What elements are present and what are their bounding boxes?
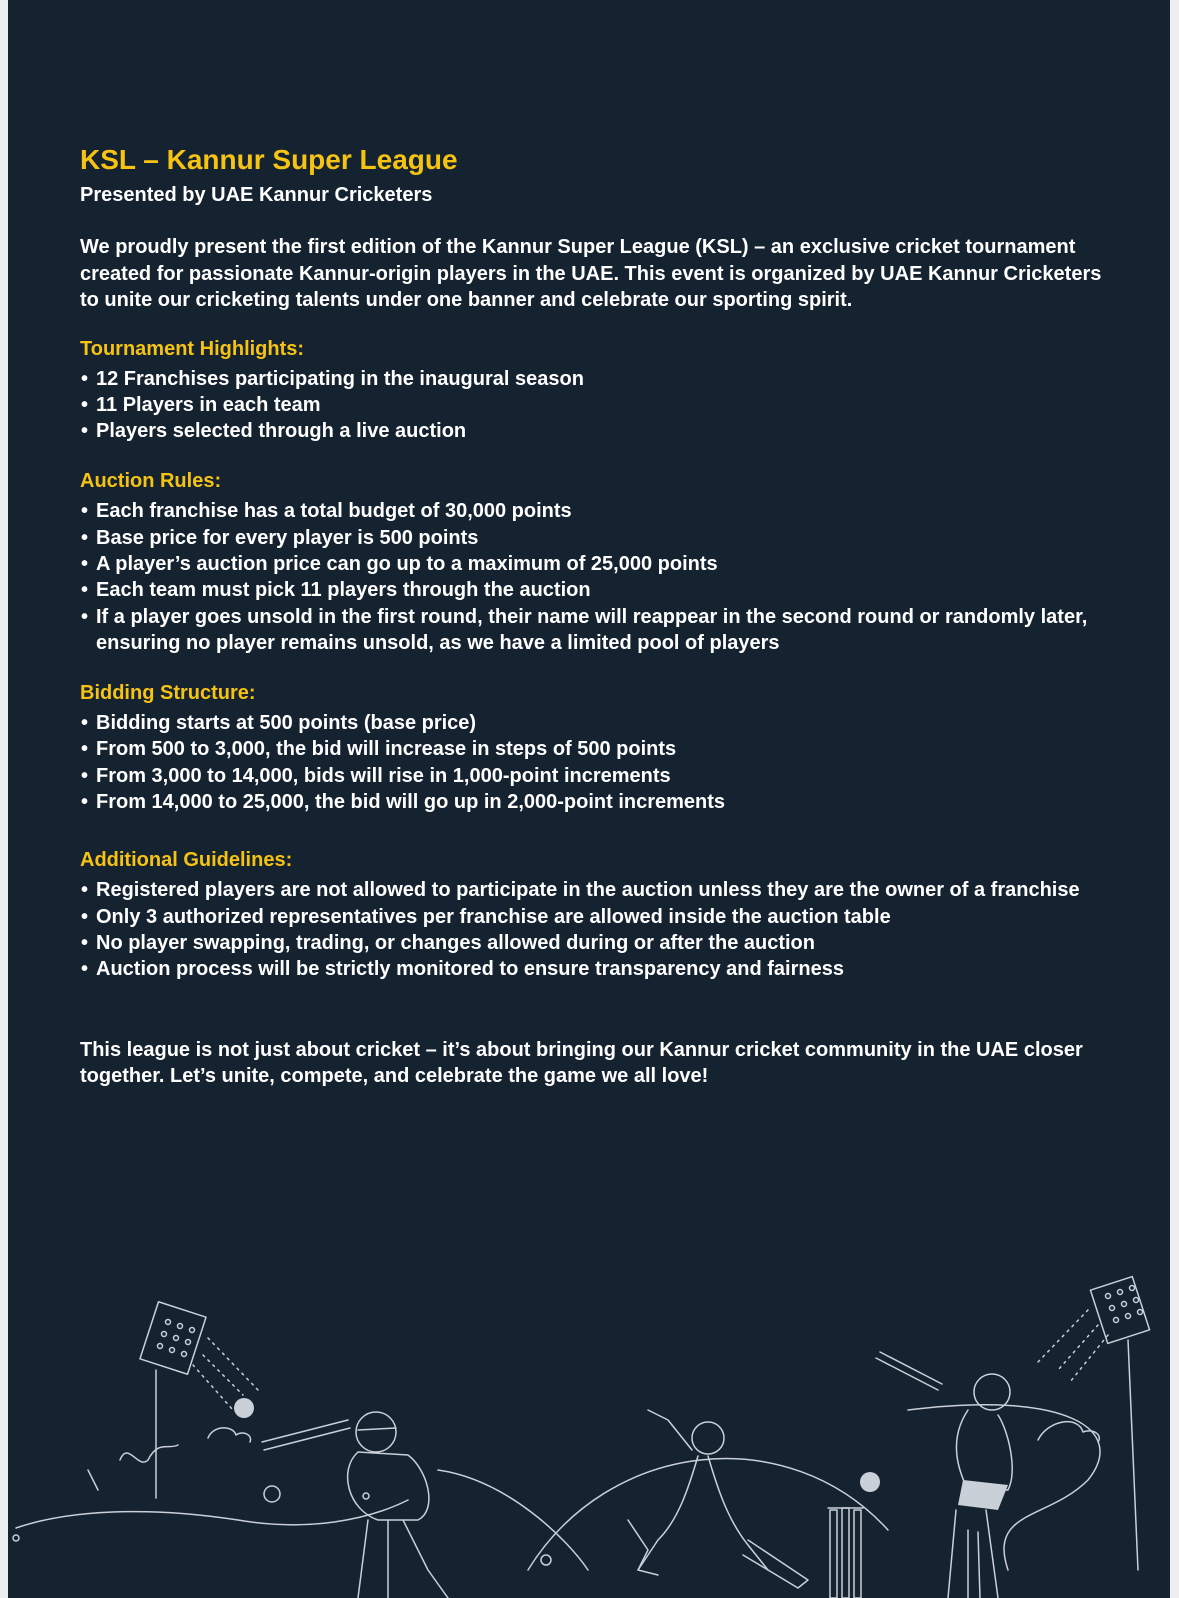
guidelines-heading: Additional Guidelines:	[80, 849, 293, 872]
list-item: • Each franchise has a total budget of 30,000 points	[80, 498, 1120, 524]
small-circle-icon	[541, 1555, 551, 1565]
highlights-heading: Tournament Highlights:	[80, 337, 305, 360]
grass-icon	[88, 1445, 178, 1490]
bullet-icon: •	[81, 738, 89, 761]
closing-paragraph: This league is not just about cricket – it’s about bringing our Kannur cricket community in the UAE closer together. Let’s unite, compete, and celebrate the game we all love!	[80, 1038, 1083, 1088]
list-item: • From 3,000 to 14,000, bids will rise in 1,000-point increments	[80, 763, 1120, 789]
list-item: • Each team must pick 11 players through the auction	[80, 577, 1120, 603]
bullet-icon: •	[81, 791, 89, 814]
auction-rules-heading: Auction Rules:	[80, 470, 222, 493]
list-item: • Base price for every player is 500 points	[80, 525, 1120, 551]
cricket-ball-icon	[860, 1472, 880, 1492]
floodlight-right-icon	[1038, 1277, 1150, 1570]
small-circle-icon	[363, 1493, 369, 1499]
cricket-line-art	[8, 1270, 1170, 1598]
list-item: • Auction process will be strictly monitored to ensure transparency and fairness	[80, 956, 1120, 982]
list-item: • Registered players are not allowed to participate in the auction unless they are the owner of a franchise	[80, 877, 1120, 903]
page-subtitle: Presented by UAE Kannur Cricketers	[80, 184, 433, 206]
ground-curve-icon	[528, 1459, 888, 1570]
list-item: • Bidding starts at 500 points (base price)	[80, 710, 1120, 736]
ground-line-icon	[16, 1500, 408, 1528]
auction-rules-list	[80, 498, 1120, 656]
stumps-icon	[828, 1508, 863, 1598]
bullet-icon: •	[81, 526, 89, 549]
intro-paragraph: We proudly present the first edition of the Kannur Super League (KSL) – an exclusive cricket tournament created for passionate Kannur-origin players in the UAE. This event is organized by UAE Kannur Cricketers to unite our cricketing talents under one banner and celebrate our sporting spirit.	[80, 236, 1102, 311]
bullet-icon: •	[81, 879, 89, 902]
list-item: • No player swapping, trading, or changes allowed during or after the auction	[80, 930, 1120, 956]
bullet-icon: •	[81, 500, 89, 523]
bullet-icon: •	[81, 905, 89, 928]
bullet-icon: •	[81, 367, 89, 390]
document-content	[80, 142, 1120, 1090]
cloud-icon	[1038, 1422, 1099, 1442]
bullet-icon: •	[81, 552, 89, 575]
guidelines-list	[80, 877, 1120, 982]
bidding-list	[80, 710, 1120, 815]
bullet-icon: •	[81, 393, 89, 416]
list-item: • Players selected through a live auction	[80, 418, 1120, 444]
list-item: • From 14,000 to 25,000, the bid will go up in 2,000-point increments	[80, 789, 1120, 815]
list-item: • 12 Franchises participating in the inaugural season	[80, 366, 1120, 392]
bullet-icon: •	[81, 931, 89, 954]
bullet-icon: •	[81, 579, 89, 602]
bullet-icon: •	[81, 764, 89, 787]
small-circle-icon	[13, 1535, 19, 1541]
document-page	[8, 0, 1170, 1598]
bullet-icon: •	[81, 420, 89, 443]
list-item: • From 500 to 3,000, the bid will increase in steps of 500 points	[80, 736, 1120, 762]
list-item: • If a player goes unsold in the first round, their name will reappear in the second round or randomly later, ensuring no player remains unsold, as we have a limited pool of players	[81, 605, 1088, 654]
list-item: • A player’s auction price can go up to a maximum of 25,000 points	[80, 551, 1120, 577]
cricket-ball-outline-icon	[264, 1486, 280, 1502]
list-item: • 11 Players in each team	[80, 392, 1120, 418]
bullet-icon: •	[81, 958, 89, 981]
highlights-list	[80, 366, 1120, 445]
cricket-ball-icon	[234, 1398, 254, 1418]
batsman-left-icon	[262, 1412, 448, 1598]
ground-curve-icon	[438, 1470, 588, 1570]
bullet-icon: •	[81, 605, 89, 628]
list-item: • Only 3 authorized representatives per franchise are allowed inside the auction table	[80, 904, 1120, 930]
bullet-icon: •	[81, 712, 89, 735]
page-title: KSL – Kannur Super League	[80, 144, 458, 175]
bidding-heading: Bidding Structure:	[80, 682, 256, 705]
bowler-icon	[628, 1410, 808, 1588]
batsman-right-icon	[876, 1352, 1012, 1598]
cloud-icon	[208, 1428, 251, 1442]
